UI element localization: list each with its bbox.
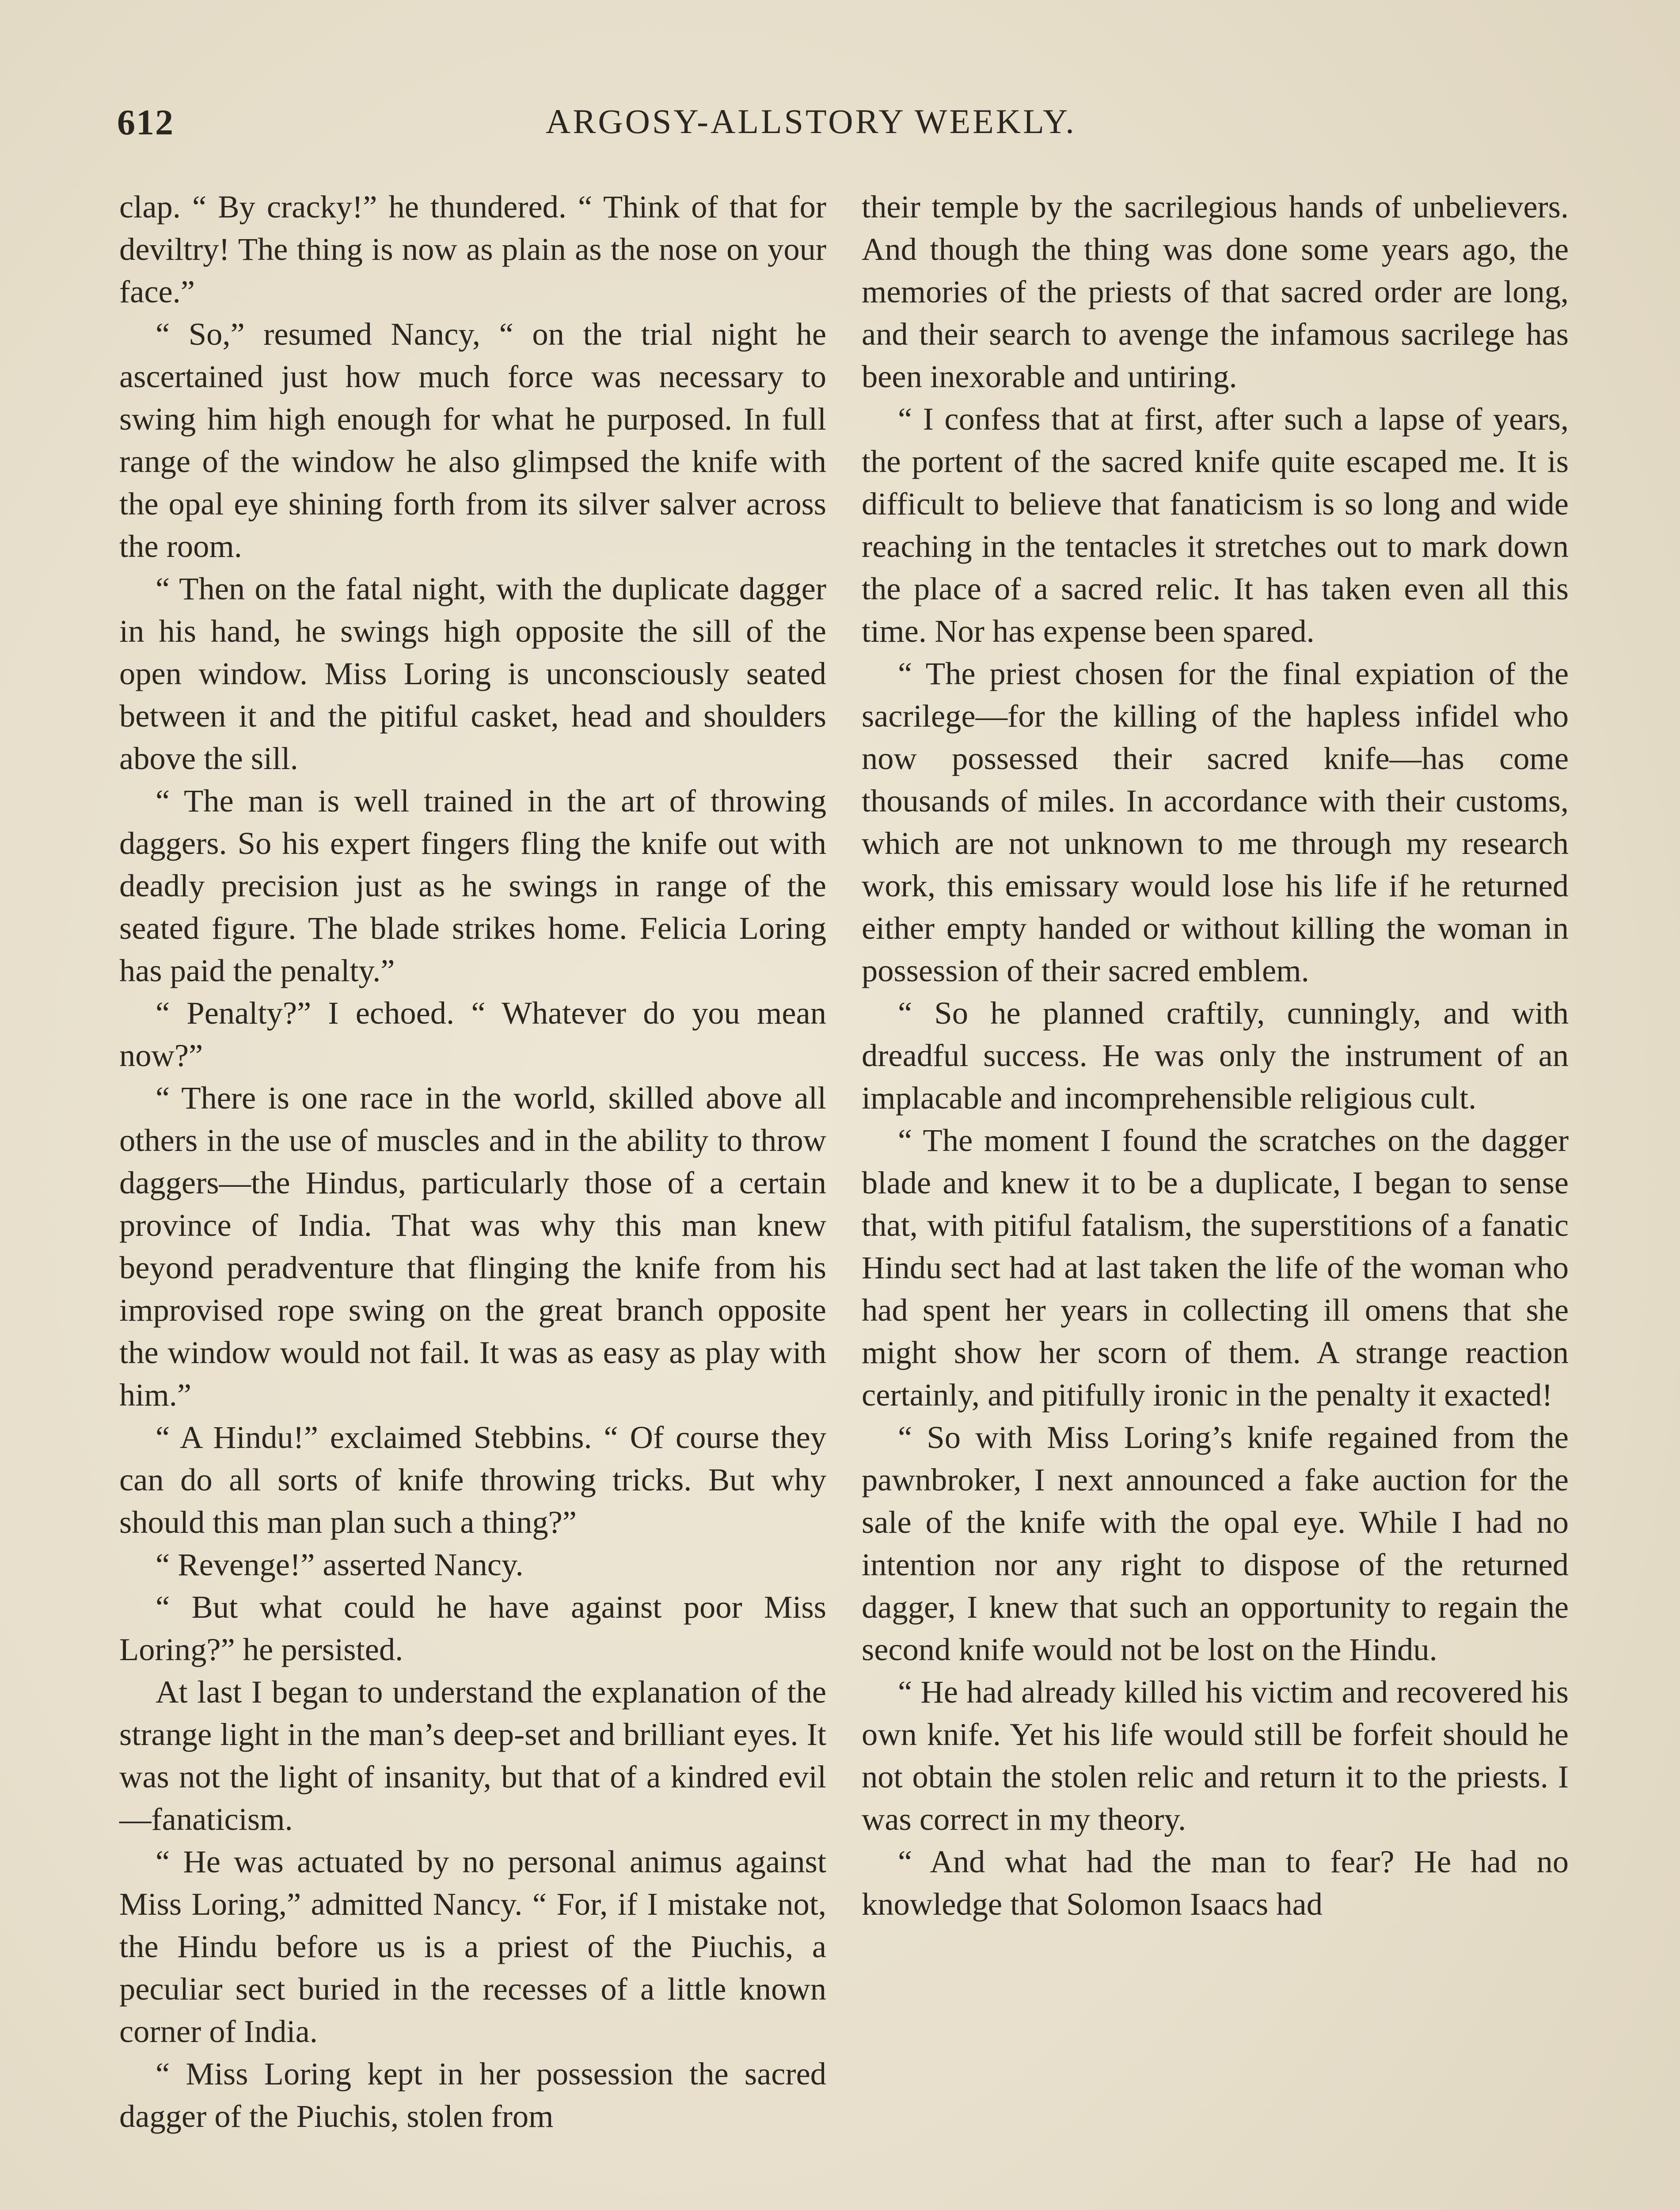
paragraph: “ So,” resumed Nancy, “ on the trial night he ascertained just how much force was necessary to swing him high enough for what he purposed. In full range of the window he also glimpsed the knife with the opal eye shining forth from its silver salver across the room. [119,316,826,564]
paragraph: At last I began to understand the explanation of the strange light in the man’s deep-set and brilliant eyes. It was not the light of insanity, but that of a kindred evil —fanaticism. [119,1674,826,1837]
paragraph: their temple by the sacrilegious hands of unbelievers. And though the thing was done some years ago, the memories of the priests of that sacred order are long, and their search to avenge the infamous sacrilege has been inexorable and untiring. [862,189,1569,394]
page-header [117,102,1575,150]
paragraph: “ Penalty?” I echoed. “ Whatever do you mean now?” [119,995,826,1073]
paragraph: “ There is one race in the world, skilled above all others in the use of muscles and in the ability to throw daggers—the Hindus, particularly those of a certain province of India. That was why this man knew beyond peradventure that flinging the knife from his improvised rope swing on the great branch opposite the window would not fail. It was as easy as play with him.” [119,1080,826,1413]
right-column [862,186,1569,1925]
running-title: ARGOSY-ALLSTORY WEEKLY. [546,102,1076,141]
paragraph: “ Miss Loring kept in her possession the sacred dagger of the Piuchis, stolen from [119,2056,826,2134]
paragraph: “ A Hindu!” exclaimed Stebbins. “ Of course they can do all sorts of knife throwing tricks. But why should this man plan such a thing?” [119,1419,826,1540]
paragraph: “ I confess that at first, after such a lapse of years, the portent of the sacred knife quite escaped me. It is difficult to believe that fanaticism is so long and wide reaching in the tentacles it stretches out to mark down the place of a sacred relic. It has taken even all this time. Nor has expense been spared. [862,401,1569,649]
paragraph: “ So he planned craftily, cunningly, and with dreadful success. He was only the instrument of an implacable and incomprehensible religious cult. [862,995,1569,1116]
paragraph: “ The man is well trained in the art of throwing daggers. So his expert fingers fling the knife out with deadly precision just as he swings in range of the seated figure. The blade strikes home. Felicia Loring has paid the penalty.” [119,783,826,988]
paragraph: clap. “ By cracky!” he thundered. “ Think of that for deviltry! The thing is now as plain as the nose on your face.” [119,189,826,309]
paragraph: “ So with Miss Loring’s knife regained from the pawnbroker, I next announced a fake auction for the sale of the knife with the opal eye. While I had no intention nor any right to dispose of the returned dagger, I knew that such an opportunity to regain the second knife would not be lost on the Hindu. [862,1419,1569,1667]
paragraph: “ And what had the man to fear? He had no knowledge that Solomon Isaacs had [862,1844,1569,1922]
paragraph: “ Revenge!” asserted Nancy. [156,1547,524,1582]
paragraph: “ He had already killed his victim and recovered his own knife. Yet his life would still be forfeit should he not obtain the stolen relic and return it to the priests. I was correct in my theory. [862,1674,1569,1837]
paragraph: “ The priest chosen for the final expiation of the sacrilege—for the killing of the hapless infidel who now possessed their sacred knife—has come thousands of miles. In accordance with their customs, which are not unknown to me through my research work, this emissary would lose his life if he returned either empty handed or without killing the woman in possession of their sacred emblem. [862,655,1569,988]
paragraph: “ Then on the fatal night, with the duplicate dagger in his hand, he swings high opposite the sill of the open window. Miss Loring is unconsciously seated between it and the pitiful casket, head and shoulders above the sill. [119,571,826,776]
left-column [119,186,826,2138]
page-number: 612 [117,102,174,142]
paragraph: “ The moment I found the scratches on the dagger blade and knew it to be a duplicate, I began to sense that, with pitiful fatalism, the superstitions of a fanatic Hindu sect had at last taken the life of the woman who had spent her years in collecting ill omens that she might show her scorn of them. A strange reaction certainly, and pitifully ironic in the penalty it exacted! [862,1122,1569,1413]
paragraph: “ But what could he have against poor Miss Loring?” he persisted. [119,1589,826,1667]
paragraph: “ He was actuated by no personal animus against Miss Loring,” admitted Nancy. “ For, if I mistake not, the Hindu before us is a priest of the Piuchis, a peculiar sect buried in the recesses of a little known corner of India. [119,1844,826,2049]
